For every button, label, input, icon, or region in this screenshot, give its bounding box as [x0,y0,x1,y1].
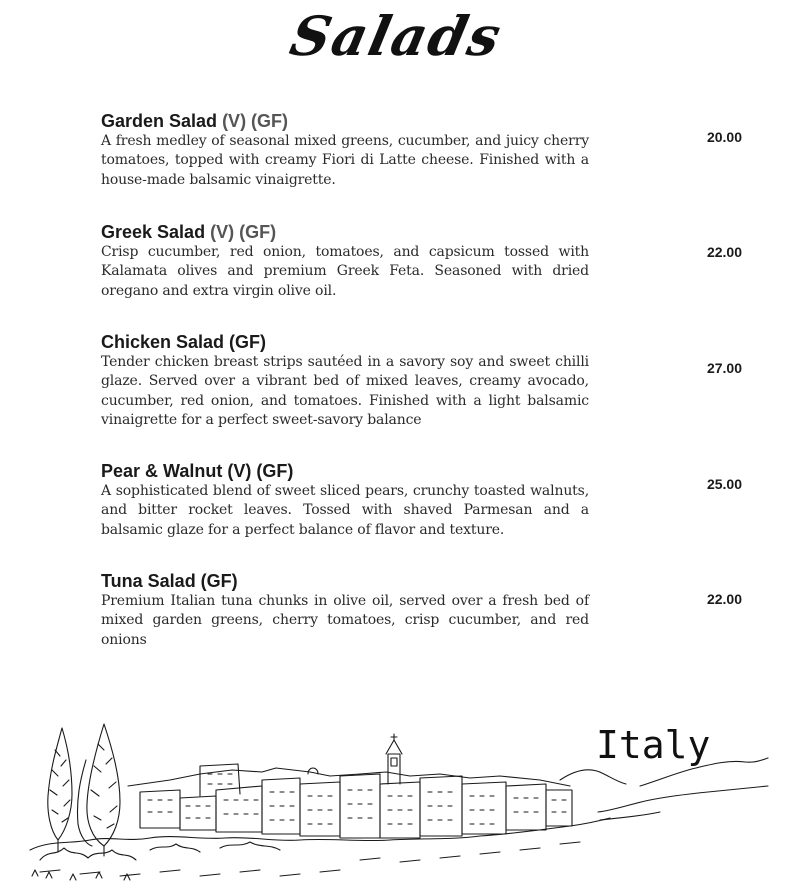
item-name: Pear & Walnut (V) (GF) [101,461,294,481]
item-price: 22.00 [706,591,742,607]
italy-label: Italy [596,723,711,767]
item-price: 20.00 [706,129,742,145]
item-description: Premium Italian tuna chunks in olive oil, served over a fresh bed of mixed garden greens, cherry tomatoes, crisp cucumber, and red onions [101,593,589,648]
item-description: A fresh medley of seasonal mixed greens, cucumber, and juicy cherry tomatoes, topped with creamy Fiori di Latte cheese. Finished with a house-made balsamic vinaigrette. [101,133,589,188]
page-title: Salads [284,4,509,68]
item-name-text: Greek Salad [101,222,206,242]
item-dietary-tags: (V) (GF) [210,222,277,242]
item-name [101,221,589,243]
item-description: Crisp cucumber, red onion, tomatoes, and capsicum tossed with Kalamata olives and premium Greek Feta. Seasoned with dried oregano and extra virgin olive oil. [101,244,589,299]
item-name [101,110,589,132]
item-name: Tuna Salad (GF) [101,571,238,591]
item-price: 27.00 [706,360,742,376]
item-price: 25.00 [706,476,742,492]
item-name-text: Garden Salad [101,111,218,131]
menu-item-pear-walnut [101,460,589,540]
foreground-vegetation [30,818,610,880]
item-dietary-tags: (V) (GF) [222,111,289,131]
menu-item-chicken-salad [101,331,589,430]
item-price: 22.00 [706,244,742,260]
item-name: Chicken Salad (GF) [101,332,267,352]
menu-item-garden-salad [101,110,589,190]
item-description: A sophisticated blend of sweet sliced pears, crunchy toasted walnuts, and bitter rocket leaves. Tossed with shaved Parmesan and a balsamic glaze for a perfect balance of flavor and texture. [101,483,589,538]
item-description: Tender chicken breast strips sautéed in a savory soy and sweet chilli glaze. Served over a vibrant bed of mixed leaves, creamy avocado, cucumber, red onion, and tomatoes. Finished with a light balsamic vinaigrette for a perfect sweet-savory balance [101,354,589,428]
italian-village-illustration [0,700,793,884]
menu-item-greek-salad [101,221,589,301]
cypress-trees [48,724,120,856]
menu-item-tuna-salad [101,570,589,650]
village-buildings [128,734,572,838]
